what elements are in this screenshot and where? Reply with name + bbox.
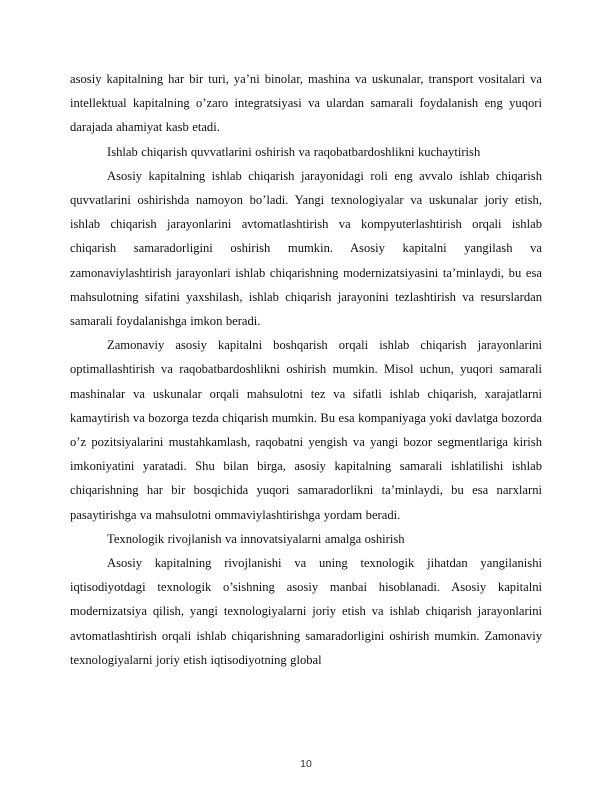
paragraph-production-capacity: Asosiy kapitalning ishlab chiqarish jarayonidagi roli eng avvalo ishlab chiqarish quvvatlarini oshirishda namoyon bo’ladi. Yangi texnologiyalar va uskunalar joriy etish, ishlab chiqarish jarayonlarini avtomatlashtirish va kompyuterlashtirish orqali ishlab chiqarish samaradorligini oshirish mumkin. Asosiy kapitalni yangilash va zamonaviylashtirish jarayonlari ishlab chiqarishning modernizatsiyasini ta’minlaydi, bu esa mahsulotning sifatini yaxshilash, ishlab chiqarish jarayonini tezlashtirish va resurslardan samarali foydalanishga imkon beradi. xyxy=(70,168,542,329)
section-heading-production-capacity: Ishlab chiqarish quvvatlarini oshirish va raqobatbardoshlikni kuchaytirish xyxy=(107,144,481,159)
section-heading-technology-innovation: Texnologik rivojlanish va innovatsiyalarni amalga oshirish xyxy=(107,531,405,546)
document-page xyxy=(70,67,542,672)
paragraph-competitiveness: Zamonaviy asosiy kapitalni boshqarish orqali ishlab chiqarish jarayonlarini optimallashtirish va raqobatbardoshlikni oshirish mumkin. Misol uchun, yuqori samarali mashinalar va uskunalar orqali mahsulotni tez va sifatli ishlab chiqarish, xarajatlarni kamaytirish va bozorga tezda chiqarish mumkin. Bu esa kompaniyaga yoki davlatga bozorda o’z pozitsiyalarini mustahkamlash, raqobatni yengish va yangi bozor segmentlariga kirish imkoniyatini yaratadi. Shu bilan birga, asosiy kapitalning samarali ishlatilishi ishlab chiqarishning har bir bosqichida yuqori samaradorlikni ta’minlaydi, bu esa narxlarni pasaytirishga va mahsulotni ommaviylashtirishga yordam beradi. xyxy=(70,338,542,522)
page-number: 10 xyxy=(300,758,312,770)
paragraph-continuation: asosiy kapitalning har bir turi, ya’ni binolar, mashina va uskunalar, transport vositalari va intellektual kapitalning o’zaro integratsiyasi va ulardan samarali foydalanish eng yuqori darajada ahamiyat kasb etadi. xyxy=(70,72,542,135)
paragraph-technology-innovation: Asosiy kapitalning rivojlanishi va uning texnologik jihatdan yangilanishi iqtisodiyotdagi texnologik o’sishning asosiy manbai hisoblanadi. Asosiy kapitalni modernizatsiya qilish, yangi texnologiyalarni joriy etish va ishlab chiqarish jarayonlarini avtomatlashtirish orqali ishlab chiqarishning samaradorligini oshirish mumkin. Zamonaviy texnologiyalarni joriy etish iqtisodiyotning global xyxy=(70,556,542,667)
